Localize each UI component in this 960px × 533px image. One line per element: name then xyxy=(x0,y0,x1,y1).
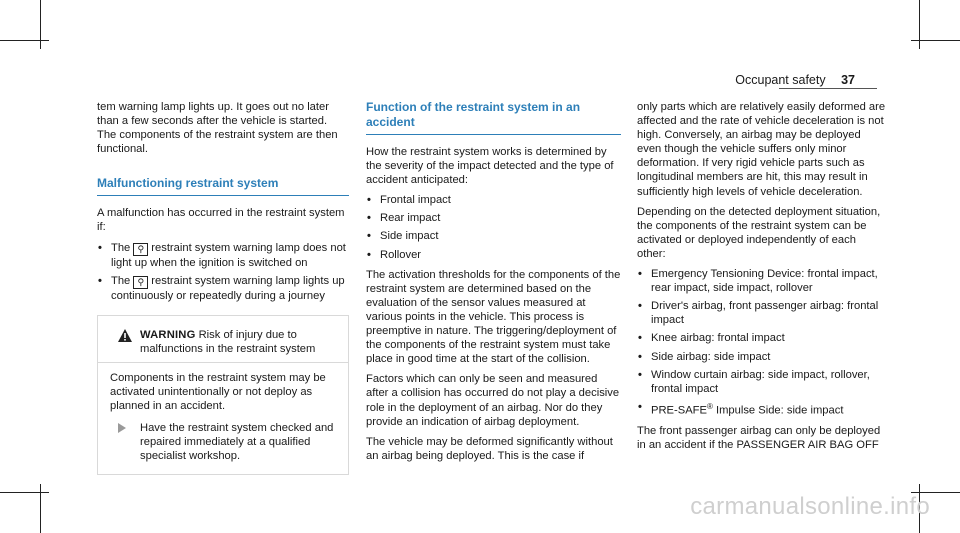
heading-rule xyxy=(366,134,621,135)
warning-box xyxy=(97,315,349,475)
crop-mark xyxy=(0,492,49,493)
arrow-right-icon xyxy=(118,423,126,433)
registered-mark: ® xyxy=(706,401,713,411)
list-item: • Rear impact xyxy=(366,211,621,225)
column-left xyxy=(97,100,349,475)
warning-divider xyxy=(98,362,348,363)
restraint-warning-lamp-icon: ⚲ xyxy=(133,276,148,289)
warning-action: Have the restraint system checked and repaired immediately at a qualified specialist workshop. xyxy=(110,421,336,463)
list-item: • Rollover xyxy=(366,248,621,262)
warning-label: WARNING xyxy=(140,328,196,341)
section-heading: Function of the restraint system in an accident xyxy=(366,100,581,129)
section-title: Occupant safety xyxy=(735,73,826,87)
list-item: • Driver's airbag, front passenger airbag: frontal impact xyxy=(637,299,887,327)
crop-mark xyxy=(911,40,960,41)
warning-triangle-icon xyxy=(118,329,132,342)
crop-mark xyxy=(919,0,920,49)
paragraph: How the restraint system works is determined by the severity of the impact detected and the type of accident anticipated: xyxy=(366,146,614,187)
impact-list xyxy=(366,193,621,261)
intro-paragraph: tem warning lamp lights up. It goes out no later than a few seconds after the vehicle is started. The components of the restraint system are then functional. xyxy=(97,101,338,156)
section-heading: Malfunctioning restraint system xyxy=(97,176,279,191)
crop-mark xyxy=(40,0,41,49)
list-item: • Side airbag: side impact xyxy=(637,350,887,364)
paragraph: The activation thresholds for the components of the restraint system are determined based on the evaluation of the sensor values measured at various points in the vehicle. This process is preemptive in nature. The triggering/deployment of the components of the restraint system must take place in good time at the start of the collision. xyxy=(366,268,621,366)
malfunction-list xyxy=(97,241,349,303)
malfunction-lead: A malfunction has occurred in the restraint system if: xyxy=(97,207,345,234)
column-middle xyxy=(366,100,621,469)
list-item: • Frontal impact xyxy=(366,193,621,207)
list-item: • PRE-SAFE® Impulse Side: side impact xyxy=(637,400,887,418)
heading-rule xyxy=(97,195,349,196)
list-item: • Side impact xyxy=(366,229,621,243)
restraint-warning-lamp-icon: ⚲ xyxy=(133,243,148,256)
column-right xyxy=(637,100,887,458)
warning-header xyxy=(110,328,336,356)
list-item: • The ⚲ restraint system warning lamp lights up continuously or repeatedly during a journey xyxy=(97,274,349,303)
crop-mark xyxy=(0,40,49,41)
header-rule xyxy=(779,88,877,89)
paragraph: Depending on the detected deployment situation, the components of the restraint system can be activated or deployed independently of each other: xyxy=(637,205,881,260)
paragraph: only parts which are relatively easily deformed are affected and the rate of vehicle deceleration is not high. Conversely, an airbag may be deployed even though the vehicle suffers only minor deformation. If very rigid vehicle parts such as longitudinal members are hit, this may result in sufficiently high levels of vehicle deceleration. xyxy=(637,101,886,198)
paragraph: The front passenger airbag can only be deployed in an accident if the PASSENGER AIR BAG OFF xyxy=(637,424,881,451)
deployment-list xyxy=(637,267,887,418)
list-item: • Window curtain airbag: side impact, rollover, frontal impact xyxy=(637,368,887,396)
warning-title: Risk of injury due to malfunctions in the restraint system xyxy=(140,328,316,355)
running-header xyxy=(735,73,855,87)
watermark: carmanualsonline.info xyxy=(690,493,930,520)
list-item: • Knee airbag: frontal impact xyxy=(637,331,887,345)
page-number: 37 xyxy=(841,73,855,87)
list-item: • The ⚲ restraint system warning lamp does not light up when the ignition is switched on xyxy=(97,241,349,270)
paragraph: The vehicle may be deformed significantly without an airbag being deployed. This is the case if xyxy=(366,435,613,462)
warning-body: Components in the restraint system may be activated unintentionally or not deploy as planned in an accident. xyxy=(110,371,326,413)
list-item: • Emergency Tensioning Device: frontal impact, rear impact, side impact, rollover xyxy=(637,267,887,295)
paragraph: Factors which can only be seen and measured after a collision has occurred do not play a decisive role in the deployment of an airbag. Nor do they provide an indication of airbag deployment. xyxy=(366,373,620,428)
